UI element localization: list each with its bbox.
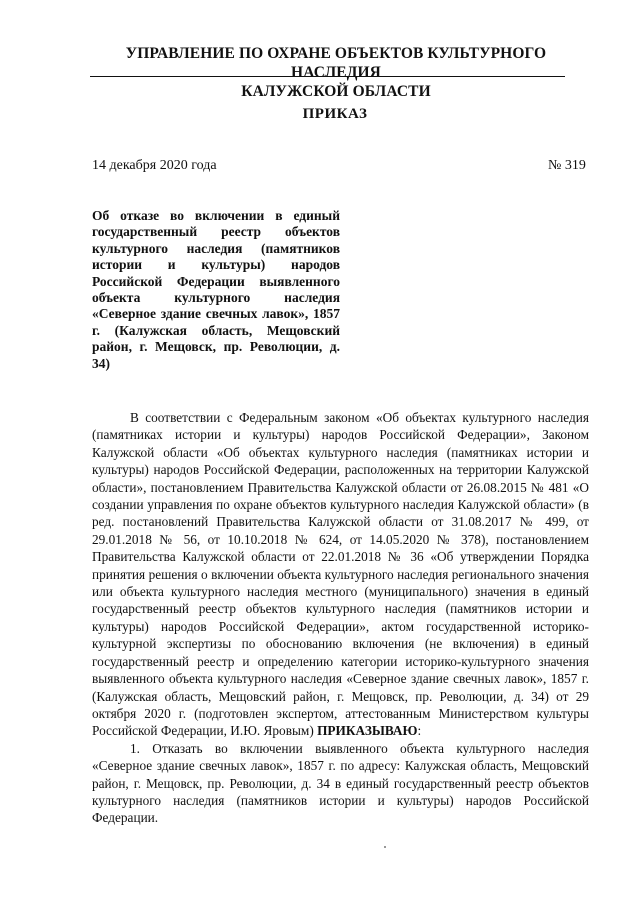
document-body	[92, 409, 589, 827]
header-underline	[90, 76, 565, 77]
scan-speck	[384, 846, 386, 848]
preamble-paragraph	[92, 409, 589, 740]
document-number: № 319	[548, 158, 586, 173]
document-title: ПРИКАЗ	[302, 106, 368, 122]
organization-name-line-1: УПРАВЛЕНИЕ ПО ОХРАНЕ ОБЪЕКТОВ КУЛЬТУРНОГО НАСЛЕДИЯ	[125, 45, 547, 81]
order-colon: :	[417, 723, 422, 739]
organization-name-line-2: КАЛУЖСКОЙ ОБЛАСТИ	[241, 83, 431, 100]
preamble-text: В соответствии с Федеральным законом «Об объектах культурного наследия (памятниках истории и культуры) народов Российской Федерации», Законом Калужской области «Об объектах культурного наследия (памятниках истории и культуры) народов Российской Федерации, расположенных на территории Калужской области», постановлением Правительства Калужской области от 26.08.2015 № 481 «О создании управления по охране объектов культурного наследия Калужской области» (в ред. постановлений Правительства Калужской области от 31.08.2017 № 499, от 29.01.2018 № 56, от 10.10.2018 № 624, от 14.05.2020 № 378), постановлением Правительства Калужской области от 22.01.2018 № 36 «Об утверждении Порядка принятия решения о включении объекта культурного наследия регионального значения или объекта культурного наследия местного (муниципального) значения в единый государственный реестр объектов культурного наследия (памятников истории и культуры) народов Российской Федерации», актом государственной историко-культурной экспертизы по обоснованию включения (не включения) в единый государственный реестр и определению категории историко-культурного значения выявленного объекта культурного наследия «Северное здание свечных лавок», 1857 г. (Калужская область, Мещовский район, г. Мещовск, пр. Революции, д. 34) от 29 октября 2020 г. (подготовлен экспертом, аттестованным Министерством культуры Российской Федерации, И.Ю. Яровым)	[92, 410, 589, 739]
order-item-1: 1. Отказать во включении выявленного объекта культурного наследия «Северное здание свечных лавок», 1857 г. по адресу: Калужская область, Мещовский район, г. Мещовск, пр. Революции, д. 34 в единый государственный реестр объектов культурного наследия (памятников истории и культуры) народов Российской Федерации.	[92, 740, 589, 826]
organization-name	[80, 44, 592, 101]
document-subject: Об отказе во включении в единый государственный реестр объектов культурного наследия (памятников истории и культуры) народов Российской Федерации выявленного объекта культурного наследия «Северное здание свечных лавок», 1857 г. (Калужская область, Мещовский район, г. Мещовск, пр. Революции, д. 34)	[92, 208, 340, 371]
document-date: 14 декабря 2020 года	[92, 158, 217, 173]
order-word: ПРИКАЗЫВАЮ	[317, 723, 418, 739]
